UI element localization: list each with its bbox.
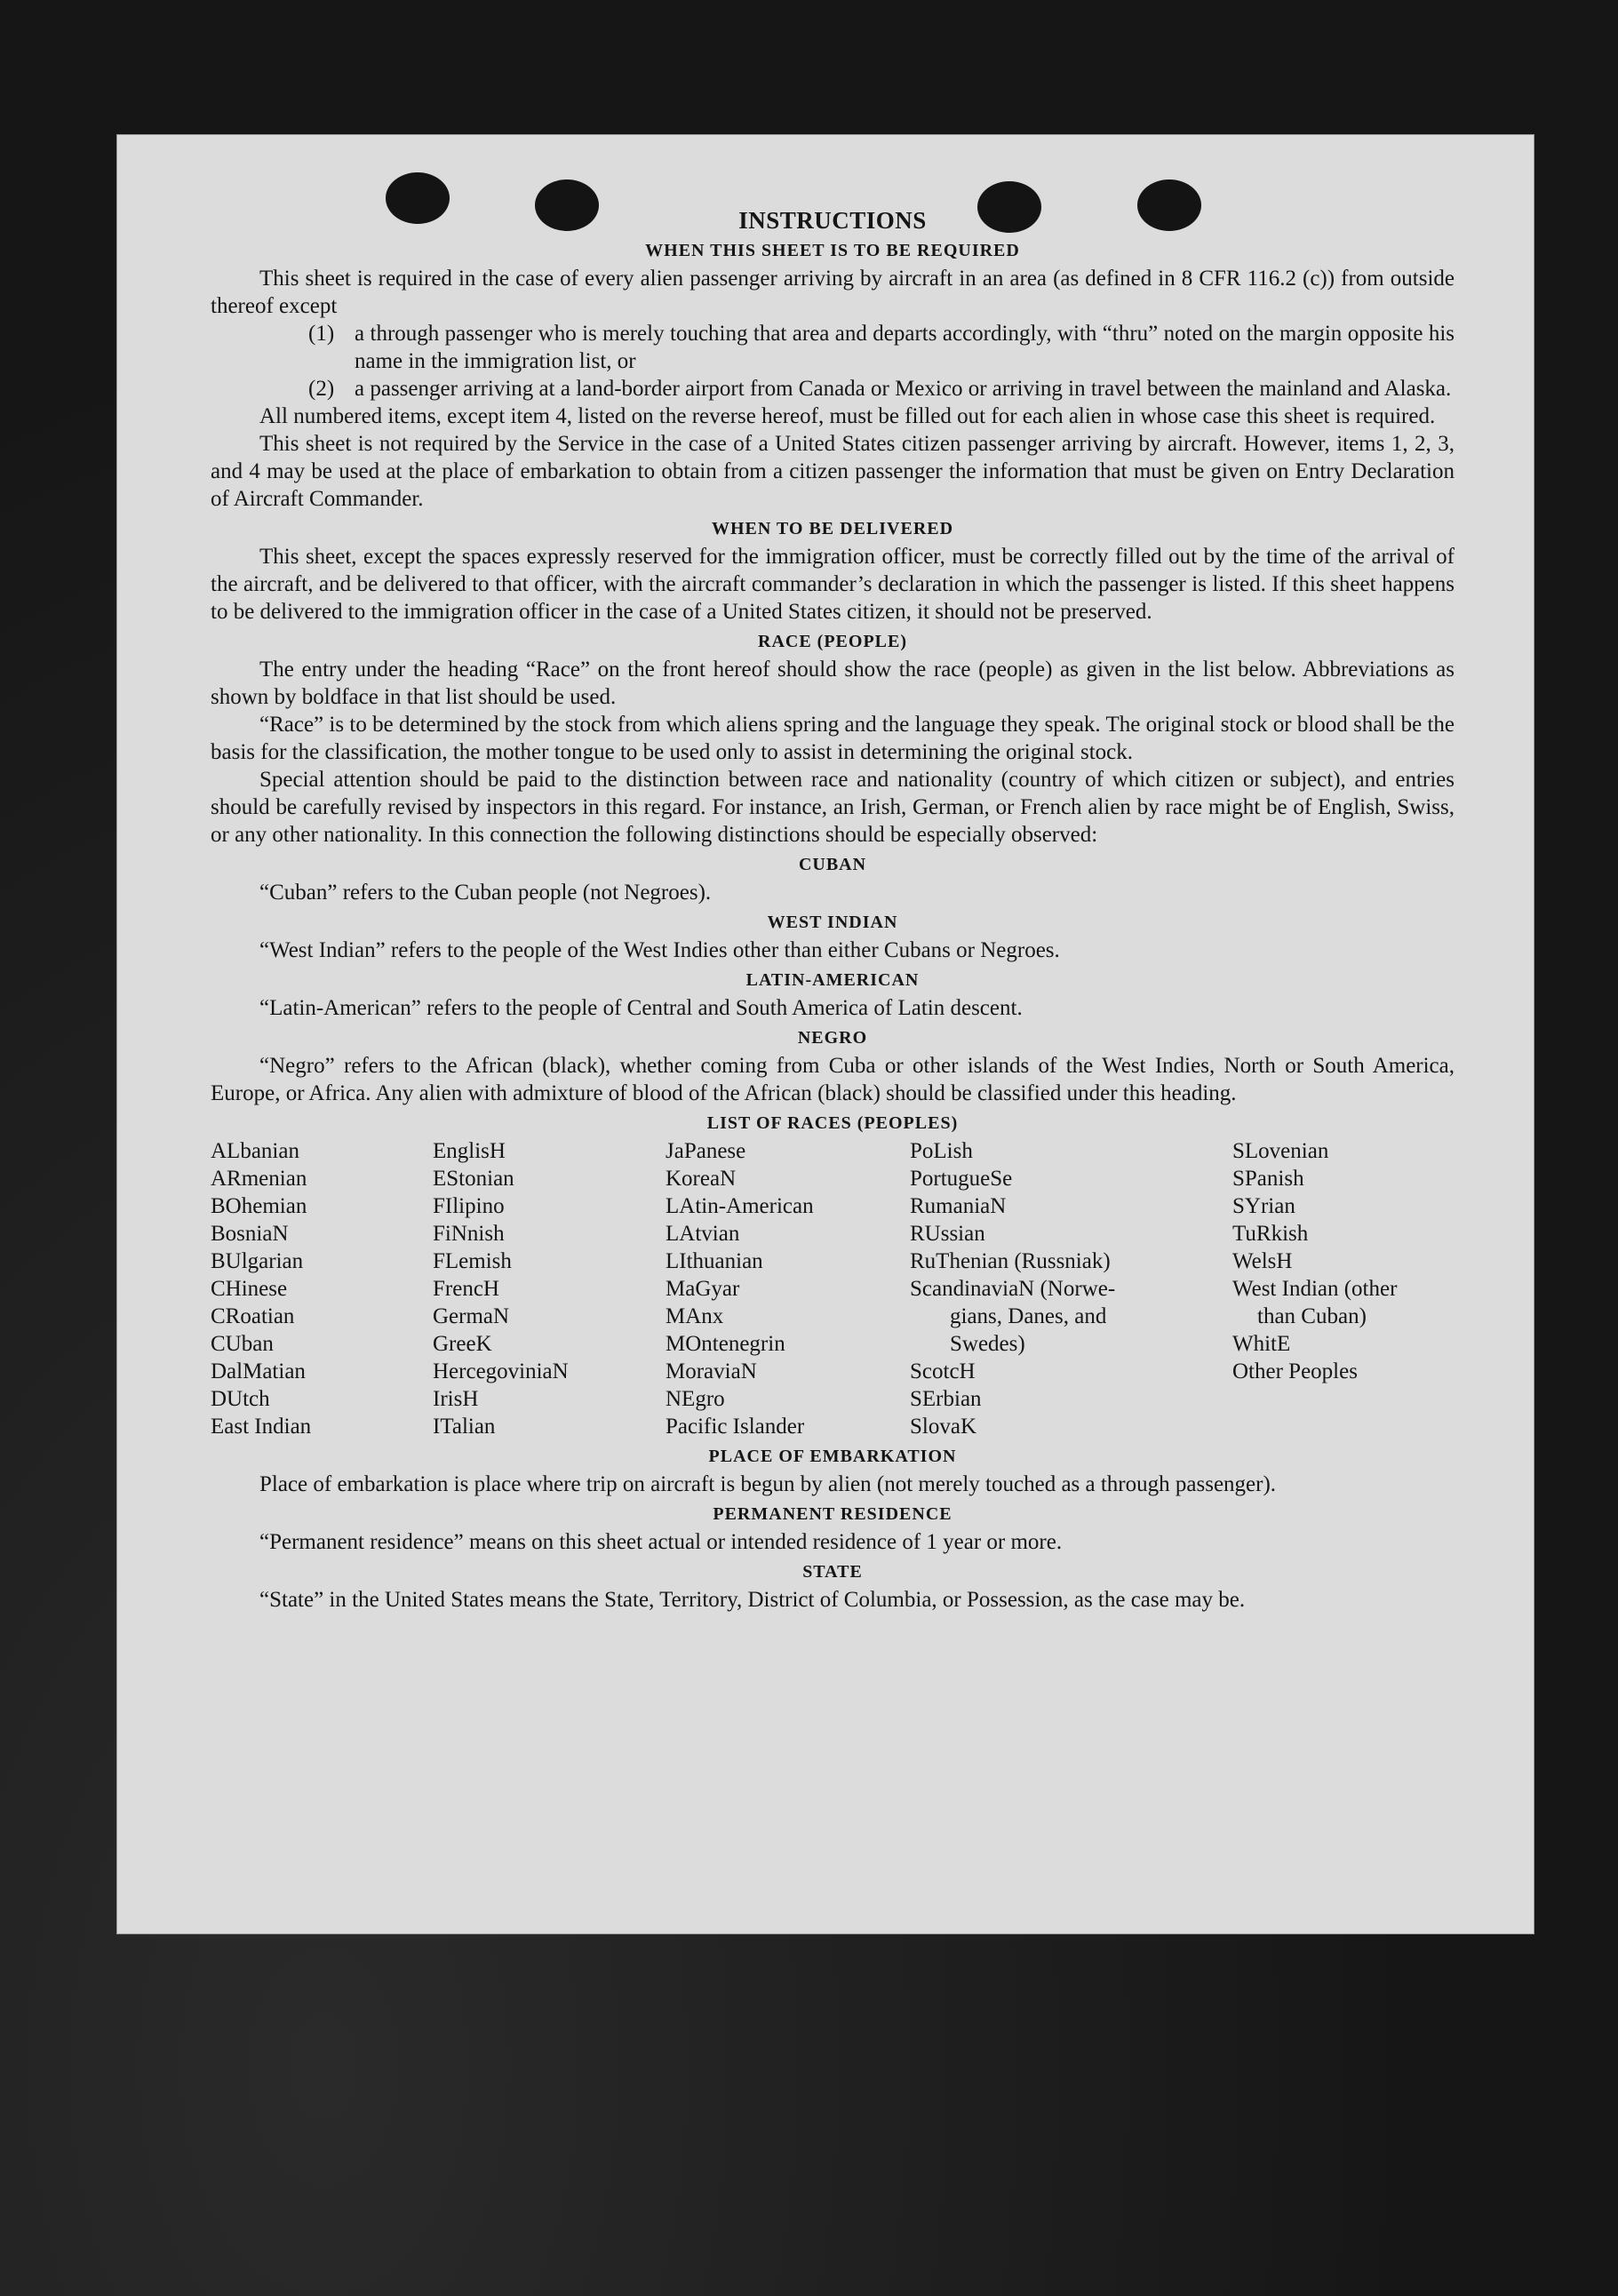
race-entry: GreeK (433, 1332, 492, 1356)
race-entry: WhitE (1232, 1332, 1291, 1356)
section-heading-race: RACE (PEOPLE) (758, 632, 907, 651)
race-entry: LAtin-American (666, 1194, 814, 1218)
race-entry: MoraviaN (666, 1359, 757, 1383)
paragraph: “State” in the United States means the State, Territory, District of Columbia, or Possession, as the case may be. (259, 1588, 1246, 1612)
race-entry: KoreaN (666, 1167, 737, 1191)
paragraph: The entry under the heading “Race” on the front hereof should show the race (people) as given in the list below. Abbreviations as shown by boldface in that list should be used. (211, 658, 1455, 709)
race-entry: DalMatian (211, 1359, 306, 1383)
race-entry: ARmenian (211, 1167, 307, 1191)
race-entry: East Indian (211, 1415, 312, 1439)
section-heading-required: WHEN THIS SHEET IS TO BE REQUIRED (645, 241, 1020, 260)
item-number: (2) (308, 377, 335, 401)
race-entry: LAtvian (666, 1222, 740, 1246)
race-entry: SlovaK (910, 1415, 976, 1439)
paragraph: “Permanent residence” means on this sheet actual or intended residence of 1 year or more. (259, 1530, 1063, 1554)
race-entry: Swedes) (950, 1332, 1025, 1356)
race-entry: Other Peoples (1232, 1359, 1358, 1383)
section-heading-latin-american: LATIN-AMERICAN (745, 970, 920, 990)
race-entry: EStonian (433, 1167, 514, 1191)
race-entry: FIlipino (433, 1194, 505, 1218)
race-entry: West Indian (other (1232, 1277, 1398, 1301)
instructions-content (211, 206, 1455, 1614)
race-entry: than Cuban) (1257, 1304, 1367, 1328)
race-entry: WelsH (1232, 1249, 1293, 1273)
race-entry: DUtch (211, 1387, 270, 1411)
race-entry: SLovenian (1232, 1139, 1329, 1163)
paragraph: This sheet is required in the case of every alien passenger arriving by aircraft in an area (as defined in 8 CFR 116.2 (c)) from outside thereof except (211, 267, 1455, 318)
race-entry: ALbanian (211, 1139, 299, 1163)
item-text: a passenger arriving at a land-border airport from Canada or Mexico or arriving in travel between the mainland and Alaska. (355, 377, 1452, 401)
race-entry: IrisH (433, 1387, 479, 1411)
race-entry: FLemish (433, 1249, 512, 1273)
section-heading-embarkation: PLACE OF EMBARKATION (708, 1447, 957, 1466)
paragraph: “West Indian” refers to the people of the West Indies other than either Cubans or Negroes. (259, 938, 1060, 962)
race-entry: SYrian (1232, 1194, 1295, 1218)
race-entry: HercegoviniaN (433, 1359, 569, 1383)
race-entry: CRoatian (211, 1304, 295, 1328)
section-heading-delivered: WHEN TO BE DELIVERED (711, 519, 954, 538)
races-column (666, 1137, 910, 1440)
race-entry: Pacific Islander (666, 1415, 805, 1439)
race-entry: BOhemian (211, 1194, 307, 1218)
paragraph: Special attention should be paid to the distinction between race and nationality (country of which citizen or subject), and entries should be carefully revised by inspectors in this regard. For instance, an Irish, German, or French alien by race might be of English, Swiss, or any other nationality. In this connection the following distinctions should be especially observed: (211, 768, 1455, 847)
race-entry: LIthuanian (666, 1249, 763, 1273)
race-entry: ScotcH (910, 1359, 976, 1383)
race-entry: SErbian (910, 1387, 982, 1411)
section-heading-residence: PERMANENT RESIDENCE (713, 1504, 952, 1524)
race-entry: gians, Danes, and (950, 1304, 1107, 1328)
race-entry: ScandinaviaN (Norwe- (910, 1277, 1116, 1301)
race-entry: JaPanese (666, 1139, 746, 1163)
item-number: (1) (308, 322, 335, 346)
paragraph: This sheet is not required by the Service in the case of a United States citizen passenger arriving by aircraft. However, items 1, 2, 3, and 4 may be used at the place of embarkation to obtain from a citizen passenger the information that must be given on Entry Declaration of Aircraft Commander. (211, 432, 1455, 511)
document-sheet (117, 135, 1534, 1933)
race-entry: EnglisH (433, 1139, 506, 1163)
paragraph: “Race” is to be determined by the stock from which aliens spring and the language they speak. The original stock or blood shall be the basis for the classification, the mother tongue to be used only to assist in determining the original stock. (211, 713, 1455, 764)
section-heading-west-indian: WEST INDIAN (767, 913, 898, 932)
list-item (308, 320, 1455, 375)
race-entry: FrencH (433, 1277, 499, 1301)
races-column (433, 1137, 666, 1440)
race-entry: GermaN (433, 1304, 510, 1328)
race-entry: BUlgarian (211, 1249, 304, 1273)
race-entry: TuRkish (1232, 1222, 1309, 1246)
race-entry: RumaniaN (910, 1194, 1007, 1218)
page-title: INSTRUCTIONS (738, 207, 927, 234)
paragraph: This sheet, except the spaces expressly reserved for the immigration officer, must be correctly filled out by the time of the arrival of the aircraft, and be delivered to that officer, with the aircraft commander’s declaration in which the passenger is listed. If this sheet happens to be delivered to the immigration officer in the case of a United States citizen, it should not be preserved. (211, 545, 1455, 624)
races-column (910, 1137, 1232, 1440)
race-entry: NEgro (666, 1387, 725, 1411)
race-entry: MAnx (666, 1304, 724, 1328)
race-entry: MaGyar (666, 1277, 740, 1301)
race-entry: BosniaN (211, 1222, 289, 1246)
list-item (308, 375, 1455, 403)
section-heading-cuban: CUBAN (798, 855, 867, 874)
item-text: a through passenger who is merely touching that area and departs accordingly, with “thru” noted on the margin opposite his name in the immigration list, or (355, 322, 1455, 373)
section-heading-negro: NEGRO (797, 1028, 868, 1048)
race-entry: ITalian (433, 1415, 496, 1439)
paragraph: Place of embarkation is place where trip on aircraft is begun by alien (not merely touched as a through passenger). (259, 1472, 1277, 1496)
paragraph: “Latin-American” refers to the people of Central and South America of Latin descent. (259, 996, 1023, 1020)
paragraph: “Negro” refers to the African (black), whether coming from Cuba or other islands of the West Indies, North or South America, Europe, or Africa. Any alien with admixture of blood of the African (black) should be classified under this heading. (211, 1054, 1455, 1105)
race-entry: FiNnish (433, 1222, 505, 1246)
section-heading-races-list: LIST OF RACES (PEOPLES) (706, 1113, 959, 1133)
race-entry: PoLish (910, 1139, 973, 1163)
races-column (1232, 1137, 1455, 1440)
race-entry: CHinese (211, 1277, 288, 1301)
race-entry: RUssian (910, 1222, 985, 1246)
race-entry: SPanish (1232, 1167, 1304, 1191)
paragraph: “Cuban” refers to the Cuban people (not Negroes). (259, 881, 712, 905)
race-entry: PortugueSe (910, 1167, 1013, 1191)
races-column (211, 1137, 433, 1440)
section-heading-state: STATE (802, 1562, 863, 1582)
races-table (211, 1137, 1455, 1440)
race-entry: CUban (211, 1332, 274, 1356)
paragraph: All numbered items, except item 4, listed on the reverse hereof, must be filled out for each alien in whose case this sheet is required. (259, 404, 1436, 428)
race-entry: RuThenian (Russniak) (910, 1249, 1111, 1273)
race-entry: MOntenegrin (666, 1332, 785, 1356)
